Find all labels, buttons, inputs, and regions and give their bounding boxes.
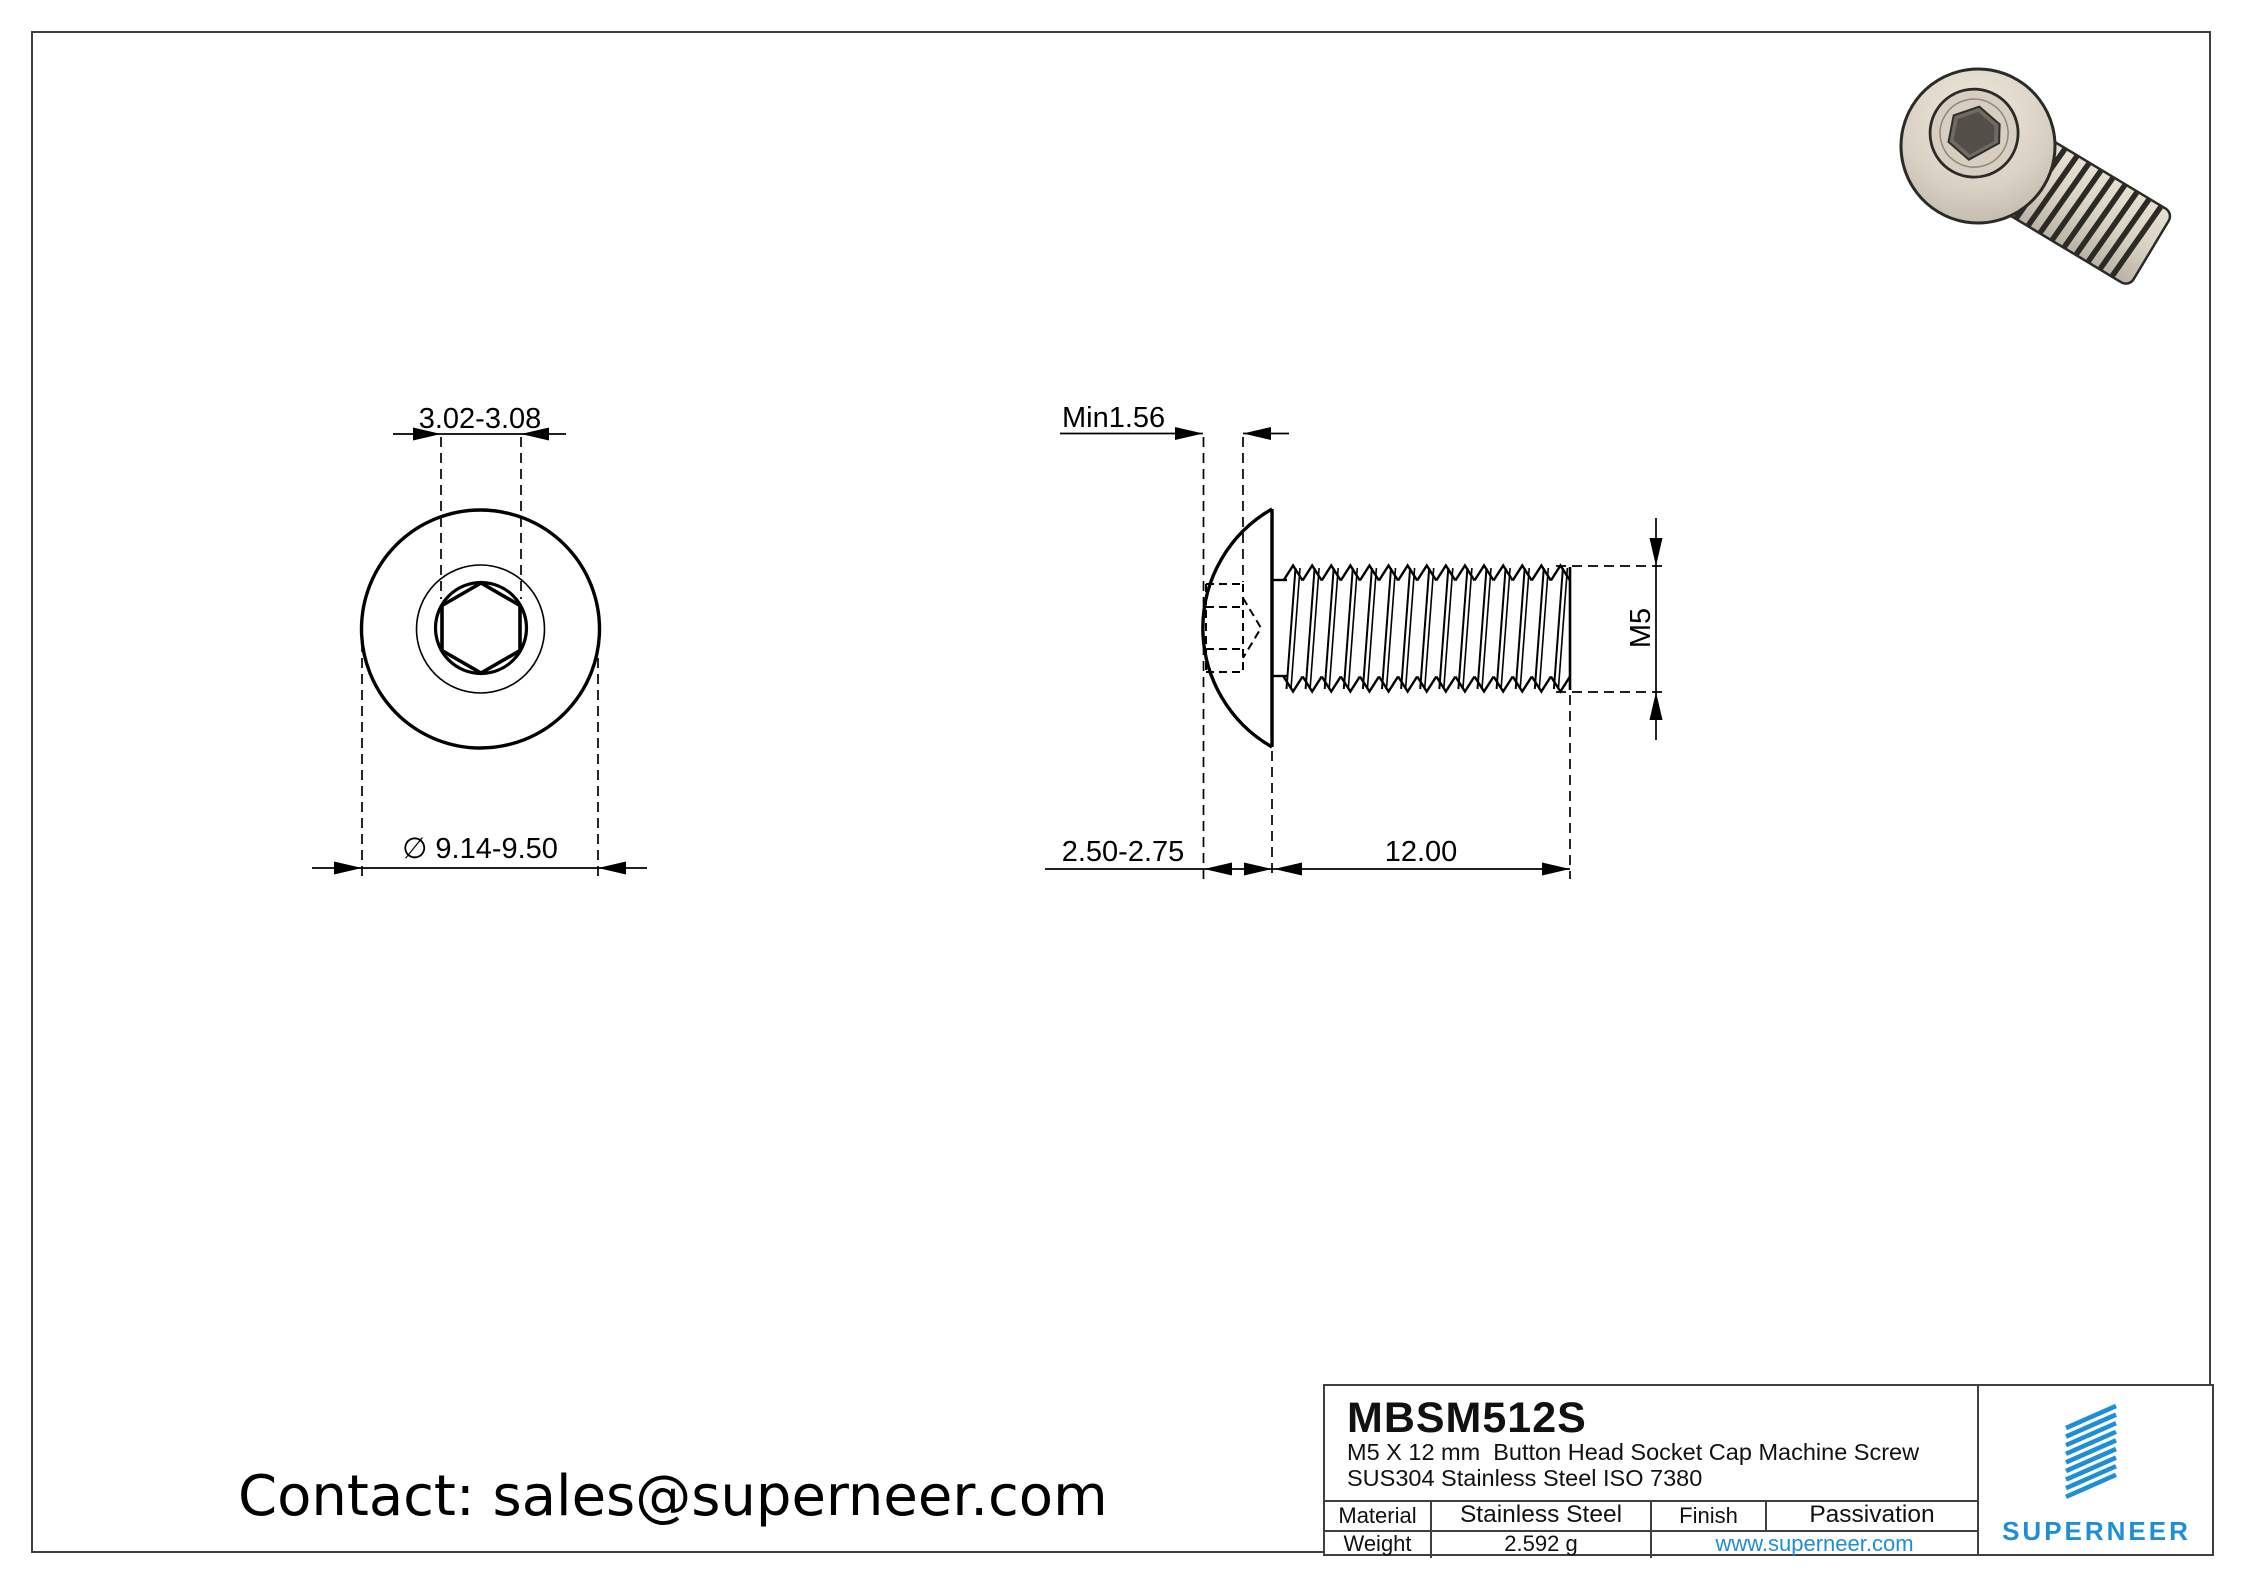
title-block xyxy=(1323,1384,2214,1556)
superneer-logo-icon xyxy=(2065,1404,2129,1504)
material-label: Material xyxy=(1338,1503,1417,1528)
socket-depth-dim-label: Min1.56 xyxy=(1062,402,1166,434)
head-dome-arc xyxy=(1203,509,1272,747)
weight-label: Weight xyxy=(1343,1531,1412,1556)
finish-label: Finish xyxy=(1679,1503,1738,1528)
brand-name: SUPERNEER xyxy=(2002,1516,2191,1546)
part-spec: SUS304 Stainless Steel ISO 7380 xyxy=(1347,1465,1703,1491)
website-link[interactable]: www.superneer.com xyxy=(1715,1531,1914,1556)
dim-head-diameter xyxy=(312,642,647,879)
side-view xyxy=(1045,402,1668,879)
socket-width-dim-label: 3.02-3.08 xyxy=(418,403,542,435)
thread-length-dim-label: 12.00 xyxy=(1384,836,1458,868)
dim-socket-width xyxy=(393,403,566,599)
head-outline-circle xyxy=(362,510,600,748)
contact-text: Contact: sales@superneer.com xyxy=(238,1464,1108,1529)
finish-value: Passivation xyxy=(1809,1501,1935,1528)
dim-thread-size xyxy=(1625,518,1663,740)
socket-chamfer-circle xyxy=(436,583,527,674)
thread-size-dim-label: M5 xyxy=(1625,607,1657,649)
head-diameter-dim-label: ∅ 9.14-9.50 xyxy=(402,833,558,865)
part-description: M5 X 12 mm Button Head Socket Cap Machine Screw xyxy=(1347,1439,1920,1465)
hex-socket-outline xyxy=(442,583,520,673)
weight-value: 2.592 g xyxy=(1504,1531,1578,1556)
dim-socket-depth xyxy=(1060,402,1289,440)
part-number: MBSM512S xyxy=(1347,1394,1587,1442)
thread-profile xyxy=(1284,566,1571,692)
head-height-dim-label: 2.50-2.75 xyxy=(1061,836,1185,868)
material-value: Stainless Steel xyxy=(1459,1501,1623,1528)
dim-head-height-and-length xyxy=(1045,836,1570,876)
hidden-socket-lines xyxy=(1206,584,1261,672)
screw-3d-render xyxy=(1872,40,2190,316)
front-view xyxy=(312,403,647,879)
